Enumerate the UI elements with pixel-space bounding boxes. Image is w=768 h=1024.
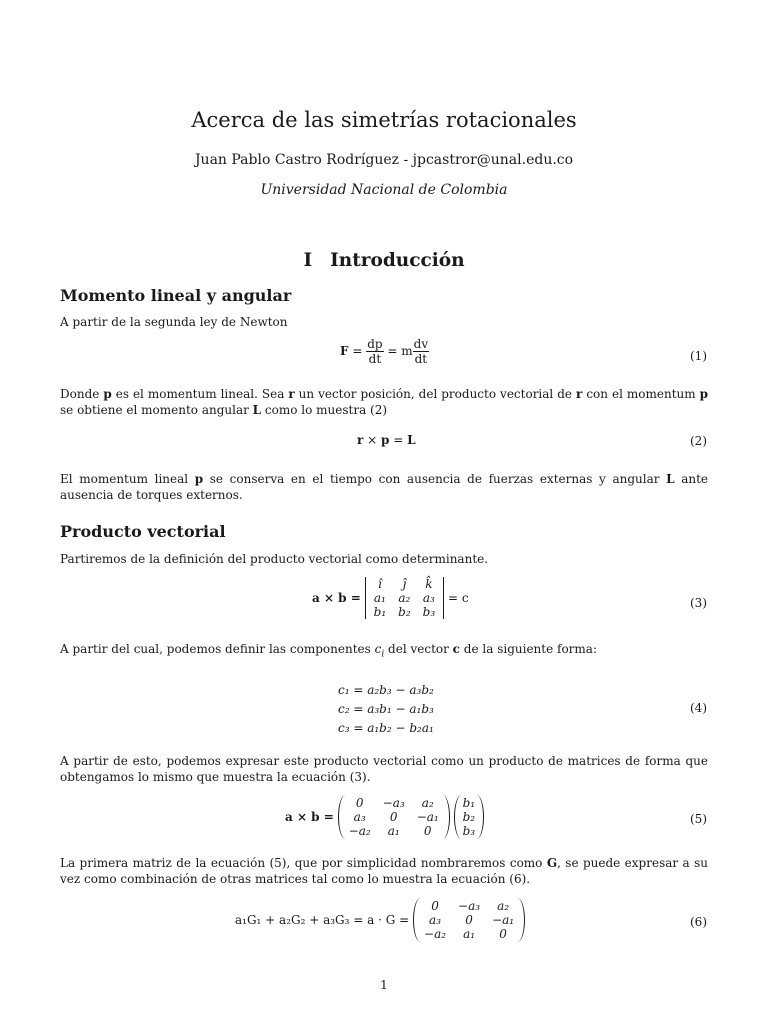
eq2-r: r <box>357 433 364 447</box>
equation-1 <box>340 338 429 365</box>
eq5-matrix-cell: 0 <box>355 796 364 810</box>
equation-4-number: (4) <box>690 701 707 715</box>
eq5-matrix-cell: a₃ <box>353 810 366 824</box>
p3-bold-L: L <box>666 472 675 486</box>
paragraph-1: A partir de la segunda ley de Newton <box>60 315 288 329</box>
subsection-momento: Momento lineal y angular <box>60 286 292 305</box>
eq6-matrix <box>418 899 520 941</box>
eq1-num-2: dv <box>413 337 429 351</box>
eq6-matrix-cell: a₃ <box>429 913 442 927</box>
eq1-lhs: F <box>340 344 349 358</box>
eq3-matrix-cell: b₂ <box>398 605 411 619</box>
eq6-matrix-row <box>418 913 520 927</box>
eq5-matrix-cell: −a₂ <box>348 824 371 838</box>
p3-text-e: ante ausencia de torques externos. <box>60 472 709 502</box>
eq6-matrix-cell: 0 <box>465 913 473 927</box>
p2-bold-L: L <box>252 403 262 417</box>
eq1-frac-1 <box>366 338 383 365</box>
eq5-matrix-cell: −a₁ <box>416 810 439 824</box>
eq5-vector-row <box>457 796 482 810</box>
eq6-matrix-row <box>418 899 520 913</box>
eq1-equals-m: = m <box>383 344 413 358</box>
eq6-matrix-cell: 0 <box>431 899 439 913</box>
eq5-vector-paren <box>454 795 485 839</box>
section-heading <box>0 250 768 271</box>
eq6-matrix-cell: −a₁ <box>492 913 515 927</box>
eq5-matrix-cell: a₁ <box>387 824 400 838</box>
section-number: I <box>303 250 313 271</box>
equation-3-number: (3) <box>690 596 707 610</box>
p5-italic-c: c <box>374 642 382 656</box>
equation-5-number: (5) <box>690 812 707 826</box>
eq2-equals: = <box>389 433 408 447</box>
eq5-matrix-cell: −a₃ <box>382 796 405 810</box>
eq6-matrix-paren <box>413 898 525 942</box>
eq4-line-3: c₃ = a₁b₂ − b₂a₁ <box>338 721 434 735</box>
equation-5 <box>285 795 484 839</box>
eq5-vector-cell: b₁ <box>462 796 476 810</box>
p2-bold-r2: r <box>576 387 583 401</box>
eq3-matrix-row <box>368 591 442 605</box>
p2-bold-p: p <box>103 387 112 401</box>
p2-bold-r: r <box>288 387 295 401</box>
eq6-matrix-row <box>418 927 520 941</box>
p3-text-a: El momentum lineal <box>60 472 195 486</box>
p2-text-c: es el momentum lineal. Sea <box>111 387 289 401</box>
subsection-producto: Producto vectorial <box>60 522 226 541</box>
eq3-matrix-cell: b₃ <box>422 605 436 619</box>
eq3-lhs: a × b = <box>312 591 361 605</box>
eq5-lhs: a × b = <box>285 810 334 824</box>
eq2-L: L <box>407 433 416 447</box>
eq5-matrix-cell: 0 <box>423 824 432 838</box>
eq5-vector-row <box>457 824 482 838</box>
p2-text-e: un vector posición, del producto vectorial de <box>294 387 577 401</box>
eq3-matrix-cell: a₃ <box>422 591 435 605</box>
eq5-matrix-paren <box>338 795 450 839</box>
eq6-matrix-cell: −a₂ <box>424 927 447 941</box>
p5-sub-i: i <box>381 649 385 660</box>
eq3-matrix-cell: î <box>377 577 382 591</box>
eq2-p: p <box>381 433 390 447</box>
eq5-vector-cell: b₃ <box>462 824 476 838</box>
eq2-times: × <box>363 433 382 447</box>
p3-text-c: se conserva en el tiempo con ausencia de fuerzas externas y angular <box>203 472 667 486</box>
eq3-matrix-cell: b₁ <box>373 605 387 619</box>
paragraph-7 <box>60 855 708 887</box>
paragraph-4: Partiremos de la definición del producto vectorial como determinante. <box>60 552 489 566</box>
eq5-matrix-cell: 0 <box>389 810 398 824</box>
eq5-vector-row <box>457 810 482 824</box>
eq6-lhs: a₁G₁ + a₂G₂ + a₃G₃ = a · G = <box>235 913 410 927</box>
p2-text-g: con el momentum <box>582 387 700 401</box>
eq1-num-1: dp <box>367 337 383 351</box>
eq4-line-2: c₂ = a₃b₁ − a₁b₃ <box>338 702 434 716</box>
paragraph-6: A partir de esto, podemos expresar este producto vectorial como un producto de matrices de forma que obtengamos lo mismo que muestra la ecuación (3). <box>60 754 708 784</box>
eq5-matrix-row <box>343 810 445 824</box>
p5-text-f: de la siguiente forma: <box>459 642 597 656</box>
eq3-determinant <box>365 577 445 619</box>
eq3-matrix-row <box>368 577 442 591</box>
eq6-matrix-cell: a₁ <box>463 927 476 941</box>
equation-2 <box>357 433 416 447</box>
eq5-matrix <box>343 796 445 838</box>
p2-text-a: Donde <box>60 387 104 401</box>
eq3-matrix <box>368 577 442 619</box>
equation-4 <box>338 681 434 738</box>
paragraph-5 <box>60 641 708 662</box>
p7-text-c: , se puede expresar a su vez como combinación de otras matrices tal como lo muestra la ecuación (6). <box>60 856 708 886</box>
eq3-matrix-cell: a₂ <box>398 591 411 605</box>
p3-bold-p: p <box>194 472 204 486</box>
eq3-matrix-cell: ĵ <box>402 577 407 591</box>
eq1-frac-2 <box>413 338 429 365</box>
paragraph-2 <box>60 386 708 418</box>
eq6-matrix-cell: a₂ <box>497 899 510 913</box>
p2-text-i: se obtiene el momento angular <box>60 403 253 417</box>
eq3-matrix-cell: k̂ <box>425 577 433 591</box>
equation-2-number: (2) <box>690 434 707 448</box>
p7-bold-G: G <box>546 856 558 870</box>
section-title: Introducción <box>330 250 465 271</box>
p7-text-a: La primera matriz de la ecuación (5), que por simplicidad nombraremos como <box>60 856 547 870</box>
author-line: Juan Pablo Castro Rodríguez - jpcastror@unal.edu.co <box>194 152 574 168</box>
eq3-matrix-cell: a₁ <box>373 591 386 605</box>
eq3-matrix-row <box>368 605 442 619</box>
eq5-vector-cell: b₂ <box>462 810 476 824</box>
p2-bold-p2: p <box>699 387 709 401</box>
equation-1-number: (1) <box>690 349 707 363</box>
eq5-matrix-row <box>343 796 445 810</box>
eq5-vector <box>457 796 482 838</box>
eq4-line-1: c₁ = a₂b₃ − a₃b₂ <box>338 683 434 697</box>
paragraph-3 <box>60 471 708 503</box>
eq6-matrix-cell: 0 <box>499 927 507 941</box>
eq1-den-2: dt <box>414 352 428 366</box>
p5-bold-c: c <box>452 642 460 656</box>
p2-text-k: como lo muestra (2) <box>261 403 388 417</box>
equation-6-number: (6) <box>690 915 707 929</box>
eq1-den-1: dt <box>368 352 382 366</box>
page-number: 1 <box>380 978 388 992</box>
paper-title: Acerca de las simetrías rotacionales <box>191 108 577 132</box>
eq5-matrix-cell: a₂ <box>421 796 434 810</box>
affiliation: Universidad Nacional de Colombia <box>260 182 508 198</box>
eq3-rhs: = c <box>447 591 469 605</box>
p5-text-a: A partir del cual, podemos definir las componentes <box>60 642 375 656</box>
p5-text-d: del vector <box>384 642 453 656</box>
equation-6 <box>235 898 525 942</box>
eq5-matrix-row <box>343 824 445 838</box>
eq1-equals: = <box>348 344 367 358</box>
eq6-matrix-cell: −a₃ <box>458 899 481 913</box>
equation-3 <box>312 577 469 619</box>
